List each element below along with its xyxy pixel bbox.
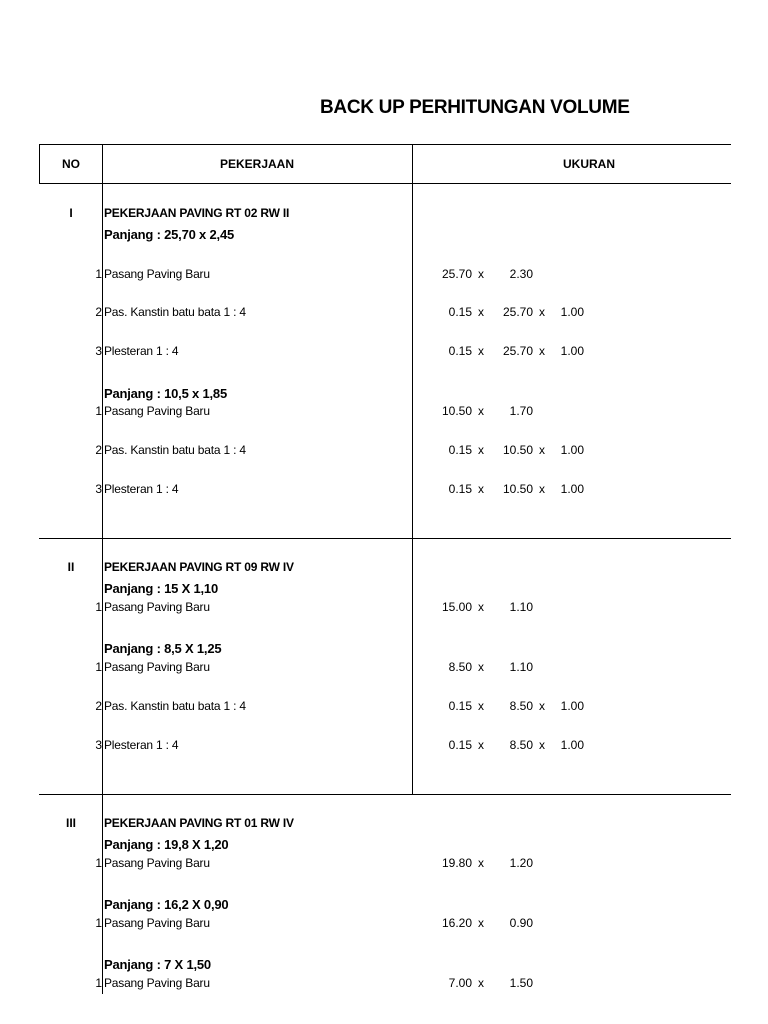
dimension-value: 1.10 — [509, 660, 533, 674]
multiply-sign: x — [539, 738, 545, 752]
item-description: Pasang Paving Baru — [104, 267, 210, 281]
item-number: 1 — [95, 976, 102, 990]
multiply-sign: x — [478, 267, 484, 281]
item-number: 1 — [95, 404, 102, 418]
multiply-sign: x — [478, 856, 484, 870]
multiply-sign: x — [539, 305, 545, 319]
multiply-sign: x — [539, 443, 545, 457]
dimension-value: 1.70 — [509, 404, 533, 418]
section-title: PEKERJAAN PAVING RT 01 RW IV — [104, 816, 294, 830]
dimension-value: 8.50 — [448, 660, 472, 674]
dimension-value: 25.70 — [502, 305, 533, 319]
item-description: Pas. Kanstin batu bata 1 : 4 — [104, 443, 246, 457]
dimension-value: 1.50 — [509, 976, 533, 990]
dimension-value: 8.50 — [509, 699, 533, 713]
item-number: 1 — [95, 660, 102, 674]
item-description: Pas. Kanstin batu bata 1 : 4 — [104, 305, 246, 319]
item-number: 2 — [95, 699, 102, 713]
item-number: 1 — [95, 856, 102, 870]
dimension-label: Panjang : 19,8 X 1,20 — [104, 837, 229, 852]
item-description: Plesteran 1 : 4 — [104, 482, 179, 496]
dimension-label: Panjang : 10,5 x 1,85 — [104, 386, 227, 401]
section-number: II — [67, 560, 75, 574]
dimension-value: 15.00 — [441, 600, 472, 614]
multiply-sign: x — [478, 916, 484, 930]
item-description: Pasang Paving Baru — [104, 600, 210, 614]
item-description: Pas. Kanstin batu bata 1 : 4 — [104, 699, 246, 713]
column-divider-no — [102, 144, 103, 994]
section-number: III — [65, 816, 77, 830]
multiply-sign: x — [478, 660, 484, 674]
dimension-value: 1.00 — [560, 443, 584, 457]
dimension-value: 10.50 — [502, 482, 533, 496]
multiply-sign: x — [478, 699, 484, 713]
multiply-sign: x — [478, 482, 484, 496]
item-description: Plesteran 1 : 4 — [104, 344, 179, 358]
dimension-value: 0.15 — [448, 482, 472, 496]
multiply-sign: x — [478, 443, 484, 457]
header-no: NO — [62, 157, 80, 171]
dimension-label: Panjang : 15 X 1,10 — [104, 581, 218, 596]
item-description: Plesteran 1 : 4 — [104, 738, 179, 752]
dimension-label: Panjang : 25,70 x 2,45 — [104, 227, 235, 242]
dimension-value: 10.50 — [441, 404, 472, 418]
item-number: 3 — [95, 344, 102, 358]
section-title: PEKERJAAN PAVING RT 02 RW II — [104, 206, 290, 220]
section-number: I — [69, 206, 73, 220]
multiply-sign: x — [539, 699, 545, 713]
multiply-sign: x — [478, 600, 484, 614]
dimension-value: 7.00 — [448, 976, 472, 990]
dimension-value: 0.15 — [448, 443, 472, 457]
dimension-value: 1.00 — [560, 482, 584, 496]
dimension-label: Panjang : 16,2 X 0,90 — [104, 897, 229, 912]
item-description: Pasang Paving Baru — [104, 856, 210, 870]
dimension-value: 1.00 — [560, 305, 584, 319]
dimension-value: 0.15 — [448, 699, 472, 713]
table-top-border — [39, 144, 731, 145]
header-bottom-border — [39, 183, 731, 184]
dimension-value: 1.00 — [560, 344, 584, 358]
section-title: PEKERJAAN PAVING RT 09 RW IV — [104, 560, 294, 574]
item-number: 1 — [95, 916, 102, 930]
item-number: 3 — [95, 738, 102, 752]
dimension-value: 16.20 — [441, 916, 472, 930]
item-description: Pasang Paving Baru — [104, 660, 210, 674]
column-divider-pekerjaan — [412, 144, 413, 795]
dimension-value: 0.15 — [448, 344, 472, 358]
item-number: 2 — [95, 443, 102, 457]
item-number: 2 — [95, 305, 102, 319]
multiply-sign: x — [539, 344, 545, 358]
dimension-value: 1.10 — [509, 600, 533, 614]
multiply-sign: x — [478, 344, 484, 358]
item-description: Pasang Paving Baru — [104, 916, 210, 930]
multiply-sign: x — [478, 976, 484, 990]
header-ukuran: UKURAN — [563, 157, 615, 171]
section-divider-2 — [39, 794, 731, 795]
item-description: Pasang Paving Baru — [104, 404, 210, 418]
dimension-value: 8.50 — [509, 738, 533, 752]
header-pekerjaan: PEKERJAAN — [219, 157, 295, 171]
dimension-value: 19.80 — [441, 856, 472, 870]
dimension-value: 0.15 — [448, 738, 472, 752]
dimension-value: 25.70 — [502, 344, 533, 358]
dimension-label: Panjang : 8,5 X 1,25 — [104, 641, 222, 656]
multiply-sign: x — [478, 738, 484, 752]
dimension-value: 25.70 — [441, 267, 472, 281]
dimension-value: 2.30 — [509, 267, 533, 281]
section-divider-1 — [39, 538, 731, 539]
dimension-label: Panjang : 7 X 1,50 — [104, 957, 211, 972]
dimension-value: 10.50 — [502, 443, 533, 457]
item-number: 3 — [95, 482, 102, 496]
multiply-sign: x — [478, 404, 484, 418]
multiply-sign: x — [539, 482, 545, 496]
dimension-value: 0.90 — [509, 916, 533, 930]
dimension-value: 1.00 — [560, 738, 584, 752]
item-number: 1 — [95, 600, 102, 614]
dimension-value: 1.00 — [560, 699, 584, 713]
dimension-value: 1.20 — [509, 856, 533, 870]
item-description: Pasang Paving Baru — [104, 976, 210, 990]
left-border — [39, 144, 40, 184]
dimension-value: 0.15 — [448, 305, 472, 319]
multiply-sign: x — [478, 305, 484, 319]
page-title: BACK UP PERHITUNGAN VOLUME — [320, 97, 630, 118]
item-number: 1 — [95, 267, 102, 281]
